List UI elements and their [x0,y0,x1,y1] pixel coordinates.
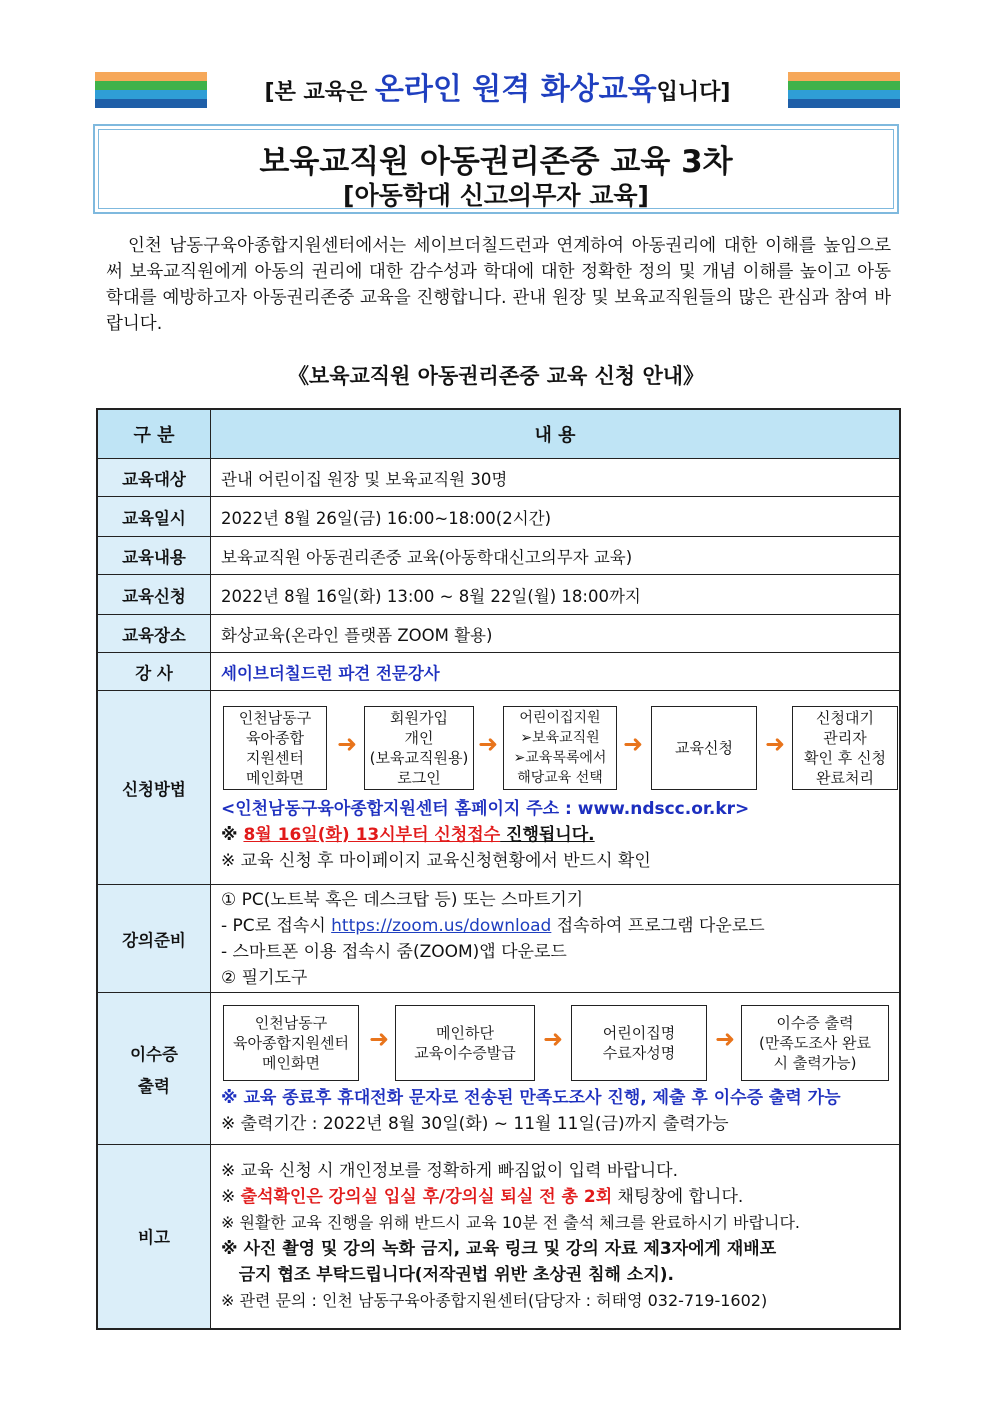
cert-step: 메인하단 교육이수증발급 [395,1005,535,1081]
top-banner [95,68,900,112]
cert-note-2: ※ 출력기간 : 2022년 8월 30일(화) ~ 11월 11일(금)까지 출력가능 [221,1113,729,1134]
stripe-decoration-left [95,72,207,108]
cert-flow [221,1001,899,1085]
row-value: 관내 어린이집 원장 및 보육교직원 30명 [211,459,901,497]
table-row-remarks [97,1145,900,1329]
apply-step: 인천남동구 육아종합 지원센터 메인화면 [223,706,327,790]
arrow-right-icon: ➜ [337,729,358,758]
remark-line: 금지 협조 부탁드립니다(저작권법 위반 초상권 침해 소지). [221,1265,674,1286]
table-row [97,537,900,575]
banner-text: [본 교육은 온라인 원격 화상교육입니다] [264,72,731,107]
cert-step: 인천남동구 육아종합지원센터 메인화면 [223,1005,359,1081]
title-box [93,124,899,214]
stripe-decoration-right [788,72,900,108]
row-label: 강의준비 [97,885,211,993]
apply-note-2: ※ 교육 신청 후 마이페이지 교육신청현황에서 반드시 확인 [221,850,651,871]
table-row [97,653,900,691]
guide-heading: 《보육교직원 아동권리존중 교육 신청 안내》 [287,364,705,388]
table-row [97,615,900,653]
row-value: 화상교육(온라인 플랫폼 ZOOM 활용) [211,615,901,653]
table-header-row [97,409,900,459]
row-label: 교육내용 [97,537,211,575]
row-label: 교육일시 [97,497,211,537]
table-row [97,497,900,537]
row-label: 교육신청 [97,575,211,615]
table-row-cert [97,993,900,1145]
homepage-address: <인천남동구육아종합지원센터 홈페이지 주소 : www.ndscc.or.kr> [221,798,750,819]
apply-flow [221,702,899,794]
row-label: 강 사 [97,653,211,691]
arrow-right-icon: ➜ [369,1024,390,1053]
remark-line: ※ 교육 신청 시 개인정보를 정확하게 빠짐없이 입력 바랍니다. [221,1161,679,1182]
arrow-right-icon: ➜ [623,729,644,758]
prep-line: - 스마트폰 이용 접속시 줌(ZOOM)앱 다운로드 [221,941,567,962]
remark-line: ※ 사진 촬영 및 강의 녹화 금지, 교육 링크 및 강의 자료 제3자에게 재배포 [221,1239,777,1260]
apply-step: 교육신청 [651,706,757,790]
apply-step: 어린이집지원 ➢보육교직원 ➢교육목록에서 해당교육 선택 [503,706,617,790]
row-label: 이수증 출력 [97,993,211,1145]
cert-note-1: ※ 교육 종료후 휴대전화 문자로 전송된 만족도조사 진행, 제출 후 이수증 출력 가능 [221,1087,841,1108]
cert-step: 어린이집명 수료자성명 [571,1005,707,1081]
header-content: 내 용 [211,409,901,459]
row-value: 2022년 8월 26일(금) 16:00~18:00(2시간) [211,497,901,537]
contact-line: ※ 관련 문의 : 인천 남동구육아종합지원센터(담당자 : 허태영 032-719-1602) [221,1291,768,1311]
zoom-download-link[interactable]: https://zoom.us/download [331,915,552,936]
row-label: 비고 [97,1145,211,1329]
table-row [97,575,900,615]
row-value: 2022년 8월 16일(화) 13:00 ~ 8월 22일(월) 18:00까지 [211,575,901,615]
table-row-apply [97,691,900,885]
apply-step: 신청대기 관리자 확인 후 신청 완료처리 [792,706,898,790]
arrow-right-icon: ➜ [715,1024,736,1053]
prep-line: ② 필기도구 [221,967,308,988]
cert-step: 이수증 출력 (만족도조사 완료 시 출력가능) [741,1005,889,1081]
row-label: 신청방법 [97,691,211,885]
remark-line: ※ 원활한 교육 진행을 위해 반드시 교육 10분 전 출석 체크를 완료하시기 바랍니다. [221,1213,801,1233]
remark-line: ※ 출석확인은 강의실 입실 후/강의실 퇴실 전 총 2회 채팅창에 합니다. [221,1187,744,1208]
header-label: 구 분 [97,409,211,459]
row-label: 교육대상 [97,459,211,497]
apply-step: 회원가입 개인 (보육교직원용) 로그인 [364,706,474,790]
table-row-prep [97,885,900,993]
instructor-value: 세이브더칠드런 파견 전문강사 [211,653,901,691]
row-label: 교육장소 [97,615,211,653]
banner-highlight: 온라인 원격 화상교육 [374,72,657,107]
prep-line: - PC로 접속시 https://zoom.us/download 접속하여 프로그램 다운로드 [221,915,765,936]
prep-line: ① PC(노트북 혹은 데스크탑 등) 또는 스마트기기 [221,889,584,910]
row-value: 보육교직원 아동권리존중 교육(아동학대신고의무자 교육) [211,537,901,575]
arrow-right-icon: ➜ [765,729,786,758]
apply-note-1: ※ 8월 16일(화) 13시부터 신청접수 진행됩니다. [221,824,595,845]
table-row [97,459,900,497]
arrow-right-icon: ➜ [478,729,499,758]
arrow-right-icon: ➜ [543,1024,564,1053]
page-subtitle: [아동학대 신고의무자 교육] [343,181,649,210]
intro-paragraph: 인천 남동구육아종합지원센터에서는 세이브더칠드런과 연계하여 아동권리에 대한 이해를 높임으로써 보육교직원에게 아동의 권리에 대한 감수성과 학대에 대한 정확한 정의 및 개념 이해를 높이고 아동학대를 예방하고자 아동권리존중 교육을 진행합니다. 관내 원장 및 보육교직원들의 많은 관심과 참여 바랍니다. [106,236,891,334]
info-table [96,408,901,1330]
page-title: 보육교직원 아동권리존중 교육 3차 [259,144,733,180]
